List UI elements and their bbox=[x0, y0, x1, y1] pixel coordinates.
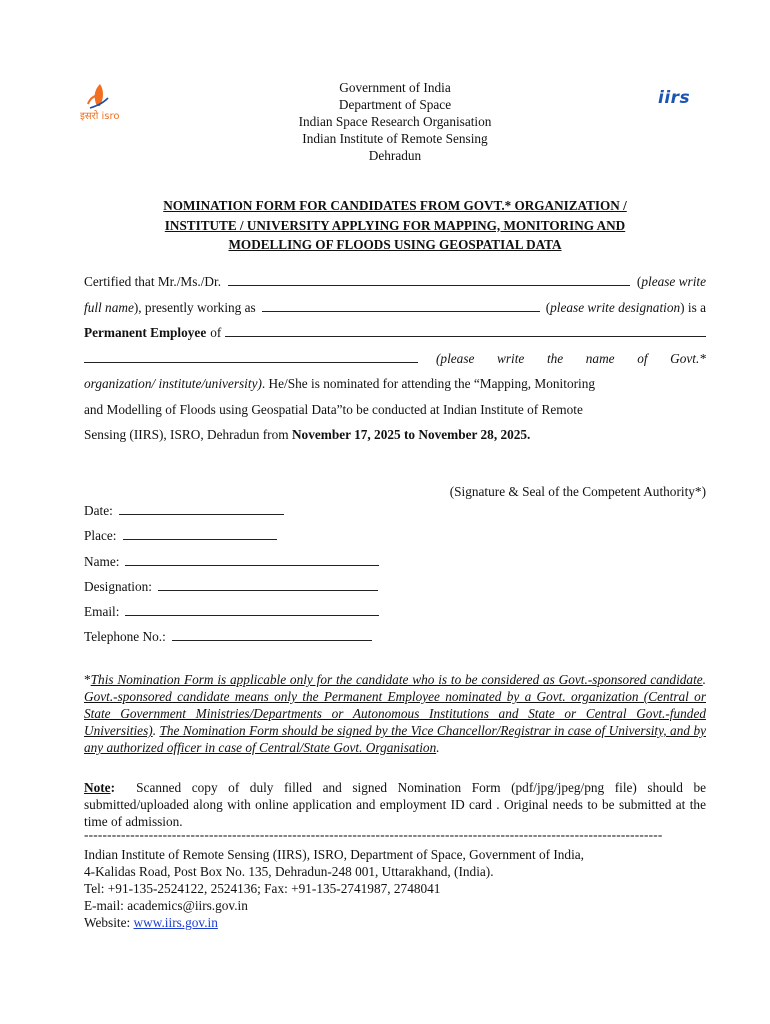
telephone-field: Telephone No.: bbox=[84, 624, 404, 649]
header-line: Dehradun bbox=[368, 148, 422, 163]
footnote-signing: The Nomination Form should be signed by the Vice Chancellor/Registrar in case of University, and by any authorized officer in case of Central/State Govt. Organisation bbox=[84, 723, 706, 755]
website-link[interactable]: www.iirs.gov.in bbox=[133, 915, 218, 930]
permanent-employee-label: Permanent Employee bbox=[84, 325, 207, 340]
title-line: MODELLING OF FLOODS USING GEOSPATIAL DATA bbox=[228, 237, 562, 252]
email-input[interactable] bbox=[125, 602, 379, 616]
footer-line: Indian Institute of Remote Sensing (IIRS), ISRO, Department of Space, Government of India, bbox=[84, 847, 585, 862]
designation-hint: please write designation bbox=[550, 299, 681, 315]
cert-text: and Modelling of Floods using Geospatial Data”to be conducted at Indian Institute of Remote bbox=[84, 401, 583, 417]
form-title bbox=[84, 196, 706, 255]
header-line: Department of Space bbox=[338, 97, 452, 112]
telephone-input[interactable] bbox=[172, 627, 372, 641]
footnote-definition: Govt.-sponsored candidate means only the Permanent Employee nominated by a Govt. organization (Central or State Government Ministries/Departments or Autonomous Institutions and State or Central Govt.-funded Universities) bbox=[84, 689, 706, 738]
organization-blank-2[interactable] bbox=[84, 349, 418, 363]
note: Note: Scanned copy of duly filled and signed Nomination Form (pdf/jpg/jpeg/png file) should be submitted/uploaded along with online application and employment ID card . Original needs to be submitted at the time of admission. bbox=[84, 780, 706, 829]
isro-logo bbox=[78, 80, 140, 124]
iirs-logo: iirs bbox=[658, 88, 691, 108]
note-label: Note bbox=[84, 780, 111, 795]
certificate-paragraph: Certified that Mr./Ms./Dr. ( please write full name ), presently working as ( please write designation ) is a Permanent Employee of (please write the name of Govt.* organization/ institute/university). He/She is nominated for attending the “Mapping, Monitoring and Modelling of Floods using Geospatial Data”to be conducted at Indian Institute of Remote Sensing (IIRS), ISRO, Dehradun from November 17, 2025 to November 28, 2025. bbox=[84, 269, 706, 448]
header-block bbox=[230, 79, 560, 164]
date-field: Date: bbox=[84, 498, 404, 523]
isro-logo-text: इसरो isro bbox=[80, 111, 120, 122]
cert-text: Certified that Mr./Ms./Dr. bbox=[84, 274, 222, 289]
name-hint: please write bbox=[641, 274, 706, 289]
note-text: Scanned copy of duly filled and signed Nomination Form (pdf/jpg/jpeg/png file) should be submitted/uploaded along with online application and employment ID card . Original needs to be submitted at the time of admission. bbox=[84, 780, 706, 829]
header-line: Government of India bbox=[339, 80, 451, 95]
place-field: Place: bbox=[84, 523, 404, 548]
header-line: Indian Space Research Organisation bbox=[298, 114, 492, 129]
date-input[interactable] bbox=[119, 501, 284, 515]
title-line: INSTITUTE / UNIVERSITY APPLYING FOR MAPPING, MONITORING AND bbox=[164, 217, 626, 233]
designation-field: Designation: bbox=[84, 574, 404, 599]
designation-blank[interactable] bbox=[262, 298, 540, 312]
signature-label: (Signature & Seal of the Competent Authority*) bbox=[449, 484, 706, 499]
name-input[interactable] bbox=[125, 552, 379, 566]
organization-blank[interactable] bbox=[225, 323, 706, 337]
footnote-applicability: This Nomination Form is applicable only for the candidate who is to be considered as Govt.-sponsored candidate bbox=[90, 672, 703, 687]
footer: Indian Institute of Remote Sensing (IIRS), ISRO, Department of Space, Government of India, 4-Kalidas Road, Post Box No. 135, Dehradun-248 001, Uttarakhand, (India). Tel: +91-135-2524122, 2524136; Fax: +91-135-2741987, 2748041 E-mail: academics@iirs.gov.in Website: www.iirs.gov.in bbox=[84, 846, 724, 931]
full-name-blank[interactable] bbox=[228, 272, 630, 286]
place-input[interactable] bbox=[123, 526, 277, 540]
footnote: *This Nomination Form is applicable only for the candidate who is to be considered as Govt.-sponsored candidate. Govt.-sponsored candidate means only the Permanent Employee nominated by a Govt. organization (Central or State Government Ministries/Departments or Autonomous Institutions and State or Central Govt.-funded Universities). The Nomination Form should be signed by the Vice Chancellor/Registrar in case of University, and by any authorized officer in case of Central/State Govt. Organisation. bbox=[84, 672, 706, 755]
course-dates: November 17, 2025 to November 28, 2025. bbox=[291, 427, 531, 442]
fields-block bbox=[84, 498, 404, 650]
email-field: Email: bbox=[84, 599, 404, 624]
name-field: Name: bbox=[84, 549, 404, 574]
header-line: Indian Institute of Remote Sensing bbox=[302, 131, 488, 146]
organization-hint: (please write the name of Govt.* bbox=[436, 350, 706, 366]
footer-line: Tel: +91-135-2524122, 2524136; Fax: +91-135-2741987, 2748041 bbox=[84, 881, 441, 896]
footer-email: E-mail: academics@iirs.gov.in bbox=[84, 898, 248, 913]
separator: ----------------------------------------------------------------------------------------------------------------------------- bbox=[84, 828, 663, 842]
title-line: NOMINATION FORM FOR CANDIDATES FROM GOVT.* ORGANIZATION / bbox=[163, 198, 627, 213]
designation-input[interactable] bbox=[158, 577, 378, 591]
footer-line: 4-Kalidas Road, Post Box No. 135, Dehradun-248 001, Uttarakhand, (India). bbox=[84, 864, 494, 879]
